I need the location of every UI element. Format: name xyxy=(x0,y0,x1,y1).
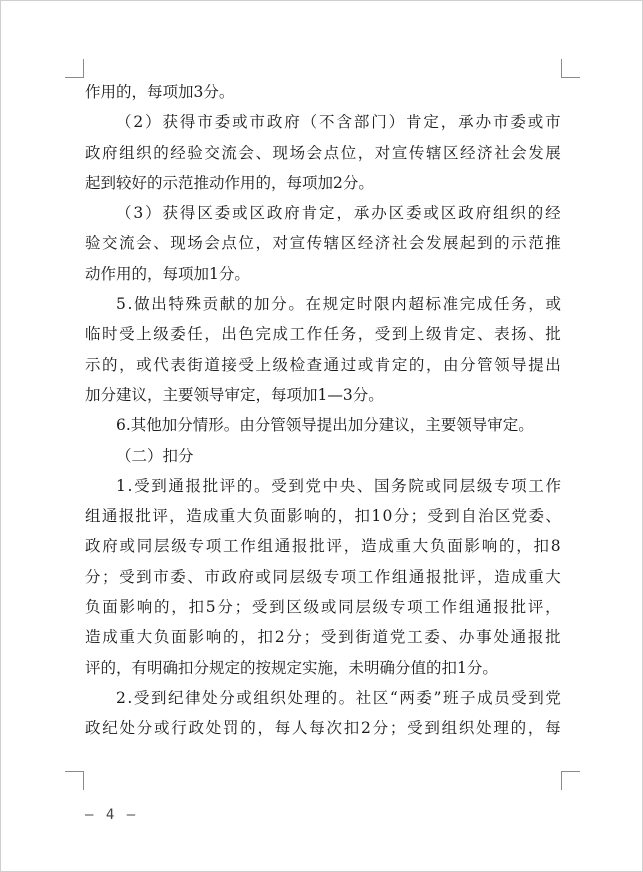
crop-mark-top-right xyxy=(561,59,580,78)
text-line: 评的，有明确扣分规定的按规定实施，未明确分值的扣1分。 xyxy=(85,658,498,677)
text-line: 2 . 受 到 纪 律 处 分 或 组 织 处 理 的 。 社 区 “ 两 委 ” 班 子 成 员 受 到 党 xyxy=(116,688,561,707)
text-line: 负 面 影 响 的 ， 扣 5 分 ； 受 到 区 级 或 同 层 级 专 项 工 作 组 通 报 批 评 ， xyxy=(85,598,561,617)
text-line: （二）扣分 xyxy=(116,446,194,465)
text-line: 1 . 受 到 通 报 批 评 的 。 受 到 党 中 央 、 国 务 院 或 同 层 级 专 项 工 作 xyxy=(116,476,561,495)
text-line: 分 ； 受 到 市 委 、 市 政 府 或 同 层 级 专 项 工 作 组 通 报 批 评 ， 造 成 重 大 xyxy=(85,567,561,586)
text-line: 政 府 组 织 的 经 验 交 流 会 、 现 场 会 点 位 ， 对 宣 传 辖 区 经 济 社 会 发 展 xyxy=(85,143,561,162)
text-line: 6.其他加分情形。由分管领导提出加分建议，主要领导审定。 xyxy=(116,416,534,435)
text-line: 组 通 报 批 评 ， 造 成 重 大 负 面 影 响 的 ， 扣 1 0 分 ； 受 到 自 治 区 党 委 、 xyxy=(85,507,561,526)
text-line: 5 . 做 出 特 殊 贡 献 的 加 分 。 在 规 定 时 限 内 超 标 准 完 成 任 务 ， 或 xyxy=(116,295,561,314)
document-body xyxy=(85,77,561,744)
text-line: 起到较好的示范推动作用的，每项加2分。 xyxy=(85,173,374,192)
text-line: （ 3 ） 获 得 区 委 或 区 政 府 肯 定 ， 承 办 区 委 或 区 政 府 组 织 的 经 xyxy=(116,204,561,223)
text-line: 动作用的，每项加1分。 xyxy=(85,264,250,283)
page-number: — 4 — xyxy=(85,807,138,823)
text-line: 加分建议，主要领导审定，每项加1—3分。 xyxy=(85,385,384,404)
text-line: 政 纪 处 分 或 行 政 处 罚 的 ， 每 人 每 次 扣 2 分 ； 受 到 组 织 处 理 的 ， 每 xyxy=(85,719,561,738)
crop-mark-bottom-left xyxy=(65,771,84,790)
text-line: 验 交 流 会 、 现 场 会 点 位 ， 对 宣 传 辖 区 经 济 社 会 发 展 起 到 的 示 范 推 xyxy=(85,234,561,253)
text-line: （ 2 ） 获 得 市 委 或 市 政 府 （ 不 含 部 门 ） 肯 定 ， 承 办 市 委 或 市 xyxy=(116,113,561,132)
crop-mark-bottom-right xyxy=(561,771,580,790)
crop-mark-top-left xyxy=(65,59,84,78)
text-line: 造 成 重 大 负 面 影 响 的 ， 扣 2 分 ； 受 到 街 道 党 工 委 、 办 事 处 通 报 批 xyxy=(85,628,561,647)
text-line: 政 府 或 同 层 级 专 项 工 作 组 通 报 批 评 ， 造 成 重 大 负 面 影 响 的 ， 扣 8 xyxy=(85,537,561,556)
text-line: 作用的，每项加3分。 xyxy=(85,83,235,101)
text-line: 示 的 ， 或 代 表 街 道 接 受 上 级 检 查 通 过 或 肯 定 的 ， 由 分 管 领 导 提 出 xyxy=(85,355,561,374)
text-line: 临 时 受 上 级 委 任 ， 出 色 完 成 工 作 任 务 ， 受 到 上 级 肯 定 、 表 扬 、 批 xyxy=(85,325,561,344)
